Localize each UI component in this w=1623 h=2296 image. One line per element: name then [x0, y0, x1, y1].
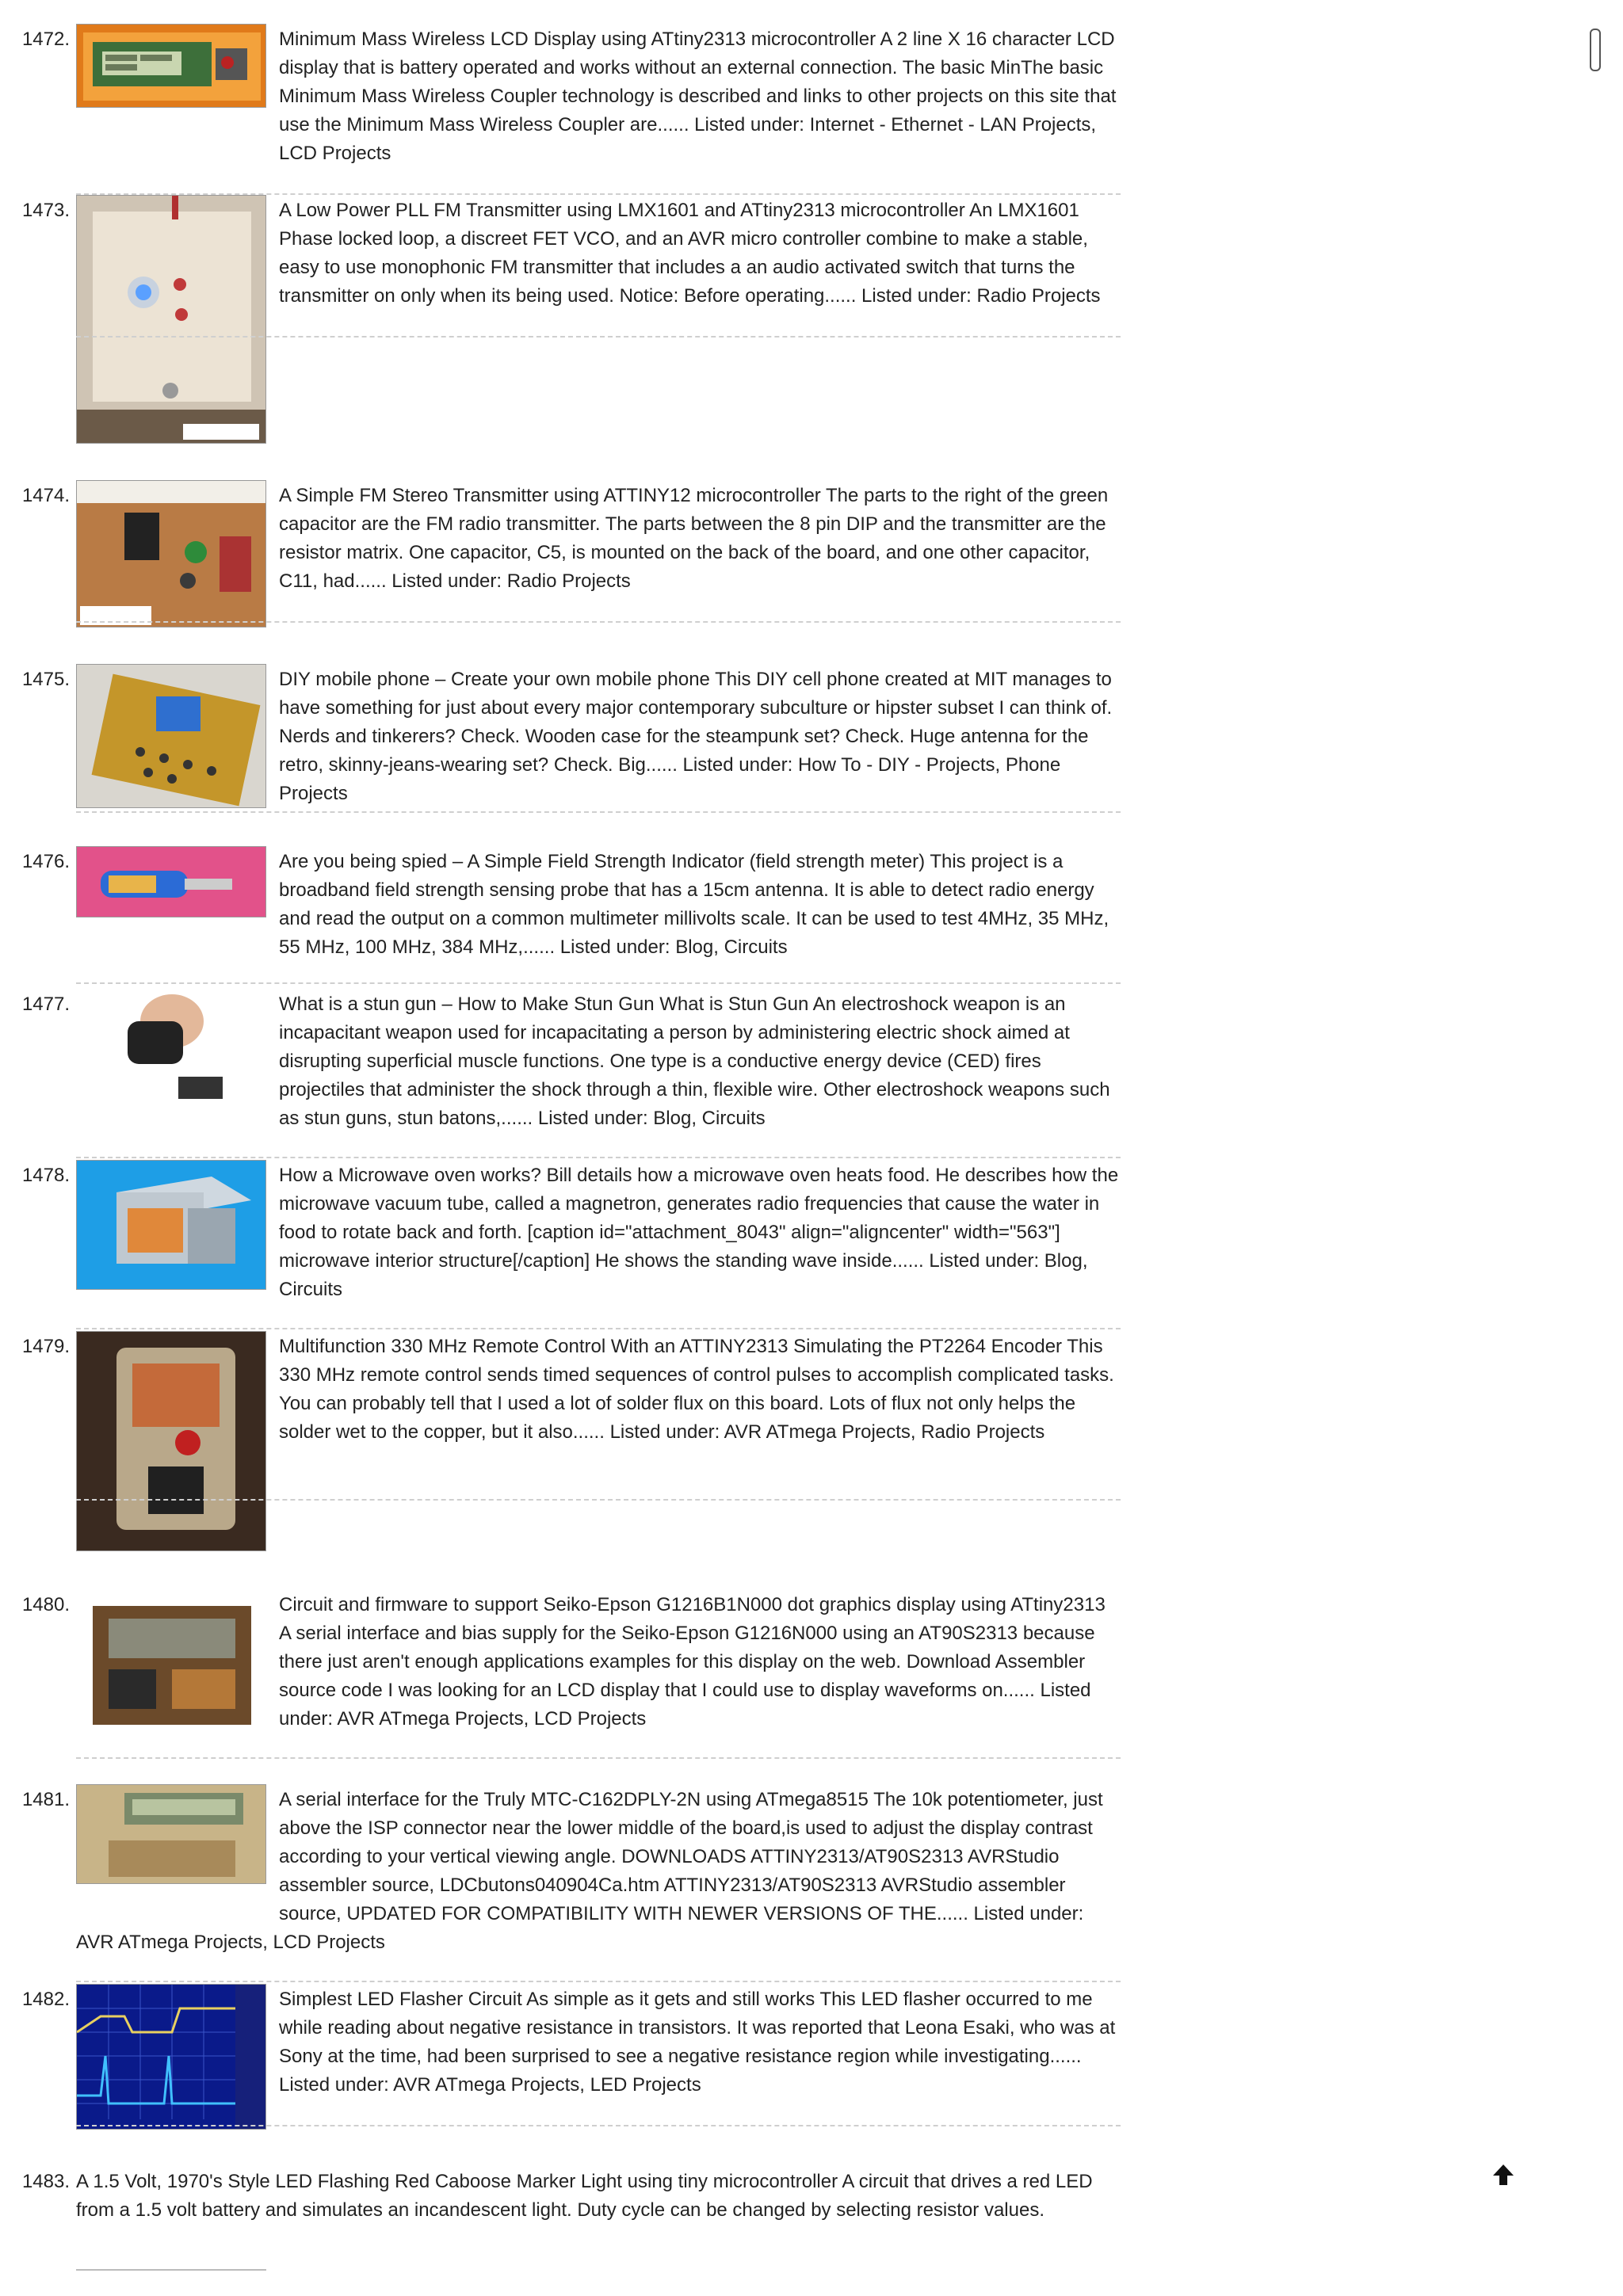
oscilloscope-photo-icon	[77, 1985, 266, 2130]
item-number: 1480.	[21, 1594, 70, 1615]
item-description[interactable]: Circuit and firmware to support Seiko-Epson G1216B1N000 dot graphics display using ATtiny2313 A serial interface and bias supply for the Seiko-Epson G1216N000 using an AT90S2313 because there just aren't enough applications examples for this display on the web. Download Assembler source code I was looking for an LCD display that I could use to display waveforms on...... Listed under: AVR ATmega Projects, LCD Projects	[279, 1594, 1106, 1730]
item-description[interactable]: Multifunction 330 MHz Remote Control With an ATTINY2313 Simulating the PT2264 Encoder This 330 MHz remote control sends timed sequences of control pulses to accomplish complicated tasks. You can probably tell that I used a lot of solder flux on this board. Lots of flux not only helps the solder wet to the copper, but it also...... Listed under: AVR ATmega Projects, Radio Projects	[279, 1336, 1114, 1443]
item-number: 1483.	[21, 2171, 70, 2192]
lcd-interface-photo-icon	[77, 1785, 266, 1884]
thumbnail-link[interactable]	[76, 1984, 266, 2130]
thumbnail-link[interactable]	[76, 1784, 266, 1884]
item-number: 1475.	[21, 669, 70, 690]
lcd-module-photo-icon	[77, 25, 266, 108]
divider	[76, 811, 1121, 813]
divider	[76, 621, 1121, 623]
stun-gun-photo-icon	[77, 990, 266, 1108]
arrow-up-icon[interactable]	[1490, 2161, 1517, 2188]
diy-phone-photo-icon	[77, 665, 266, 808]
item-description[interactable]: What is a stun gun – How to Make Stun Gun What is Stun Gun An electroshock weapon is an incapacitant weapon used for incapacitating a person by administering electric shock aimed at disrupting superficial muscle functions. One type is a conductive energy device (CED) fires projectiles that administer the shock through a thin, flexible wire. Other electroshock weapons such as stun guns, stun batons,...... Listed under: Blog, Circuits	[279, 994, 1110, 1129]
divider	[76, 2269, 266, 2271]
item-number: 1481.	[21, 1789, 70, 1810]
field-probe-photo-icon	[77, 847, 266, 917]
remote-board-photo-icon	[77, 1332, 266, 1551]
item-description[interactable]: A Low Power PLL FM Transmitter using LMX1601 and ATtiny2313 microcontroller An LMX1601 Phase locked loop, a discreet FET VCO, and an AVR micro controller combine to make a stable, easy to use monophonic FM transmitter that includes a an audio activated switch that turns the transmitter on only when its being used. Notice: Before operating...... Listed under: Radio Projects	[279, 200, 1101, 307]
fm-transmitter-box-photo-icon	[77, 196, 266, 444]
divider	[76, 982, 1121, 984]
thumbnail-link[interactable]	[76, 195, 266, 444]
item-description[interactable]: DIY mobile phone – Create your own mobile phone This DIY cell phone created at MIT manages to have something for just about every major contemporary subculture or hipster subset I can think of. Nerds and tinkerers? Check. Wooden case for the steampunk set? Check. Huge antenna for the retro, skinny-jeans-wearing set? Check. Big...... Listed under: How To - DIY - Projects, Phone Projects	[279, 669, 1113, 804]
item-description[interactable]: A 1.5 Volt, 1970's Style LED Flashing Red Caboose Marker Light using tiny microcontroller A circuit that drives a red LED from a 1.5 volt battery and simulates an incandescent light. Duty cycle can be changed by selecting resistor values.	[76, 2171, 1093, 2221]
thumbnail-link[interactable]	[76, 1160, 266, 1290]
divider	[76, 1981, 1121, 1982]
item-description[interactable]: Are you being spied – A Simple Field Strength Indicator (field strength meter) This project is a broadband field strength sensing probe that has a 15cm antenna. It is able to detect radio energy and read the output on a common multimeter millivolts scale. It can be used to test 4MHz, 35 MHz, 55 MHz, 100 MHz, 384 MHz,...... Listed under: Blog, Circuits	[279, 851, 1109, 958]
microwave-diagram-photo-icon	[77, 1161, 266, 1290]
thumbnail-link[interactable]	[76, 24, 266, 108]
display-circuit-photo-icon	[77, 1590, 266, 1737]
divider	[76, 1499, 1121, 1501]
item-description[interactable]: A Simple FM Stereo Transmitter using ATTINY12 microcontroller The parts to the right of the green capacitor are the FM radio transmitter. The parts between the 8 pin DIP and the transmitter are the resistor matrix. One capacitor, C5, is mounted on the back of the board, and one other capacitor, C11, had...... Listed under: Radio Projects	[279, 485, 1109, 592]
divider	[76, 1328, 1121, 1329]
divider	[76, 336, 1121, 338]
thumbnail-link[interactable]	[76, 480, 266, 627]
scrollbar-thumb-icon[interactable]	[1590, 29, 1601, 71]
item-number: 1482.	[21, 1989, 70, 2010]
thumbnail-link[interactable]	[76, 1589, 266, 1737]
divider	[76, 1757, 1121, 1759]
item-number: 1476.	[21, 851, 70, 872]
item-number: 1478.	[21, 1165, 70, 1186]
thumbnail-link[interactable]	[76, 1331, 266, 1551]
item-description-tail[interactable]: AVR ATmega Projects, LCD Projects	[76, 1932, 385, 1953]
item-number: 1477.	[21, 994, 70, 1015]
thumbnail-link[interactable]	[76, 846, 266, 917]
item-description[interactable]: Simplest LED Flasher Circuit As simple as it gets and still works This LED flasher occurred to me while reading about negative resistance in transistors. It was reported that Leona Esaki, who was at Sony at the time, had been surprised to see a negative resistance region while investigating...... Listed under: AVR ATmega Projects, LED Projects	[279, 1989, 1116, 2096]
divider	[76, 2125, 1121, 2126]
item-number: 1474.	[21, 485, 70, 506]
item-number: 1479.	[21, 1336, 70, 1357]
item-description[interactable]: A serial interface for the Truly MTC-C162DPLY-2N using ATmega8515 The 10k potentiometer, just above the ISP connector near the lower middle of the board,is used to adjust the display contrast according to your vertical viewing angle. DOWNLOADS ATTINY2313/AT90S2313 AVRStudio assembler source, LDCbutons040904Ca.htm ATTINY2313/AT90S2313 AVRStudio assembler source, UPDATED FOR COMPATIBILITY WITH NEWER VERSIONS OF THE...... Listed under:	[279, 1789, 1103, 1924]
item-number: 1472.	[21, 29, 70, 50]
thumbnail-link[interactable]	[76, 989, 266, 1108]
divider	[76, 1157, 1121, 1158]
item-number: 1473.	[21, 200, 70, 221]
perfboard-photo-icon	[77, 481, 266, 627]
item-description[interactable]: How a Microwave oven works? Bill details how a microwave oven heats food. He describes how the microwave vacuum tube, called a magnetron, generates radio frequencies that cause the water in food to rotate back and forth. [caption id="attachment_8043" align="aligncenter" width="563"] microwave interior structure[/caption] He shows the standing wave inside...... Listed under: Blog, Circuits	[279, 1165, 1119, 1300]
item-description[interactable]: Minimum Mass Wireless LCD Display using ATtiny2313 microcontroller A 2 line X 16 character LCD display that is battery operated and works without an external connection. The basic MinThe basic Minimum Mass Wireless Coupler technology is described and links to other projects on this site that use the Minimum Mass Wireless Coupler are...... Listed under: Internet - Ethernet - LAN Projects, LCD Projects	[279, 29, 1117, 164]
thumbnail-link[interactable]	[76, 664, 266, 808]
